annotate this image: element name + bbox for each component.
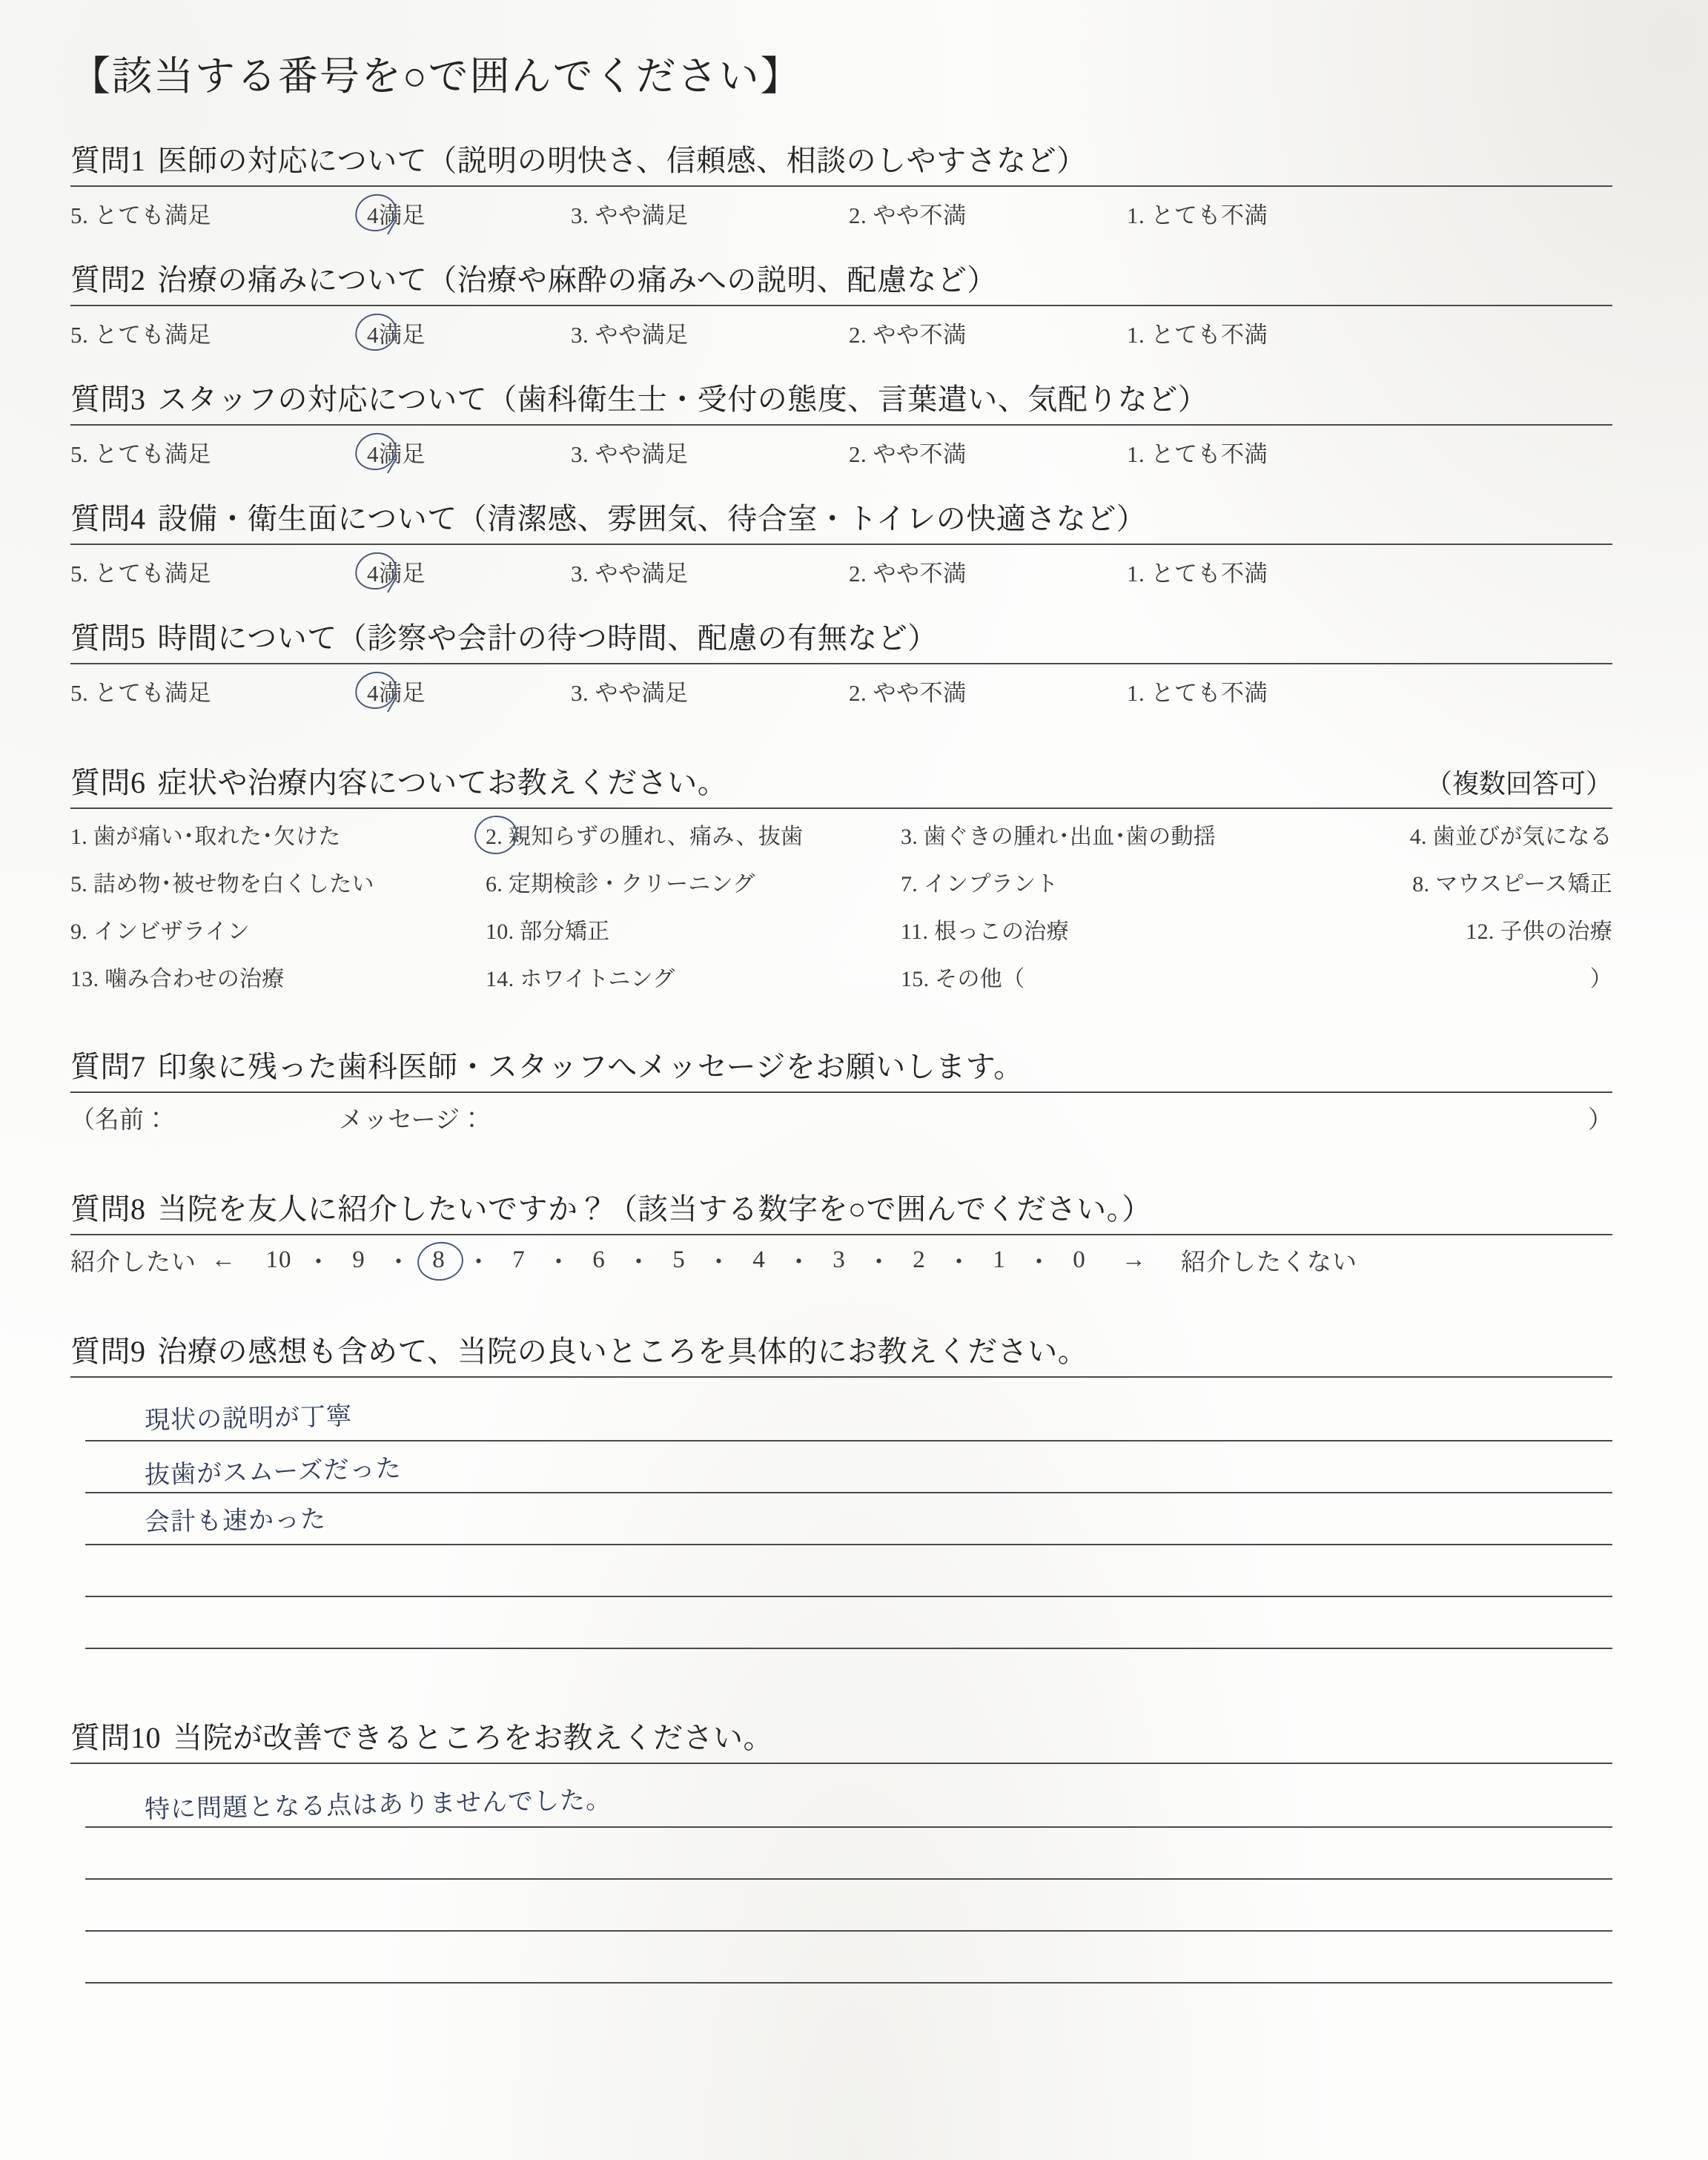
q10-line-1[interactable] [85,1776,1612,1828]
q4-option-2[interactable]: 2. やや不満 [849,560,967,587]
question-3-number: 質問3 [70,383,146,416]
q9-handwriting-2: 抜歯がスムーズだった [144,1453,403,1490]
question-2-text: 治療の痛みについて（治療や麻酔の痛みへの説明、配慮など） [157,263,997,297]
q10-line-4[interactable] [85,1932,1612,1984]
q6-option-2-circle: 2. [486,825,503,849]
q3-option-3[interactable]: 3. やや満足 [571,440,689,467]
page-title: 【該当する番号を○で囲んでください】 [70,54,802,99]
q5-option-2[interactable]: 2. やや不満 [849,679,967,706]
question-6-note: （複数回答可） [1425,769,1612,799]
question-10-text: 当院が改善できるところをお教えください。 [173,1721,773,1754]
question-6-heading [70,759,1612,802]
question-3-heading [70,376,1635,418]
q8-left-arrow: ← [211,1246,236,1273]
q5-option-4-circle: 4 [367,679,379,706]
question-9-text: 治療の感想も含めて、当院の良いところを具体的にお教えください。 [157,1335,1088,1368]
question-block-6 [70,759,1635,993]
q1-option-3[interactable]: 3. やや満足 [571,202,689,228]
question-block-5 [70,615,1635,709]
q8-sep-10: ・ [1027,1249,1052,1276]
q6-option-11[interactable]: 11. 根っこの治療 [901,919,1069,944]
q6-option-2-label: 親知らずの腫れ、痛み、抜歯 [508,825,804,849]
q1-option-1[interactable]: 1. とても不満 [1127,202,1268,228]
question-1-heading [70,137,1635,179]
q4-option-4-circle: 4 [367,560,379,587]
q5-option-1[interactable]: 1. とても不満 [1127,679,1268,706]
q9-line-2[interactable] [85,1441,1612,1493]
question-1-scale [70,194,1635,231]
question-8-heading [70,1186,1635,1228]
question-6-rule [70,807,1612,809]
q8-right-label: 紹介したくない [1181,1249,1357,1276]
q4-option-5[interactable]: 5. とても満足 [70,560,211,587]
q6-option-6[interactable]: 6. 定期検診・クリーニング [486,872,755,896]
q2-option-1[interactable]: 1. とても不満 [1127,321,1268,348]
q8-number-1[interactable]: 1 [993,1246,1006,1273]
q9-line-3[interactable] [85,1493,1612,1545]
q5-option-4-label: 満足 [379,679,426,706]
question-8-text: 当院を友人に紹介したいですか？（該当する数字を○で囲んでください。） [157,1192,1152,1226]
q8-sep-6: ・ [706,1249,732,1276]
q5-option-5[interactable]: 5. とても満足 [70,679,211,706]
question-block-1 [70,137,1635,231]
q5-option-4[interactable] [367,674,571,707]
question-2-rule [70,305,1612,306]
q2-option-3[interactable]: 3. やや満足 [571,321,689,348]
question-5-text: 時間について（診察や会計の待つ時間、配慮の有無など） [157,621,938,655]
q8-number-8[interactable] [411,1246,466,1274]
question-7-text: 印象に残った歯科医師・スタッフへメッセージをお願いします。 [157,1050,1024,1083]
q3-option-1[interactable]: 1. とても不満 [1127,440,1268,467]
question-block-8 [70,1186,1635,1278]
q9-handwriting-3: 会計も速かった [144,1504,327,1538]
question-4-scale [70,552,1635,589]
q8-number-9[interactable]: 9 [352,1246,365,1273]
q8-number-4[interactable]: 4 [752,1246,766,1273]
question-block-10 [70,1714,1635,1984]
q6-option-2[interactable] [486,818,901,851]
q4-option-3[interactable]: 3. やや満足 [571,560,689,587]
question-2-number: 質問2 [70,263,146,297]
question-10-answer-area [70,1776,1635,1984]
q6-option-13[interactable]: 13. 噛み合わせの治療 [70,967,285,991]
q3-option-4-circle: 4 [367,440,379,467]
question-3-scale [70,433,1635,470]
q9-line-1[interactable] [85,1390,1612,1441]
q8-sep-1: ・ [306,1249,331,1276]
q7-close-paren: ） [1588,1107,1612,1134]
q6-option-4[interactable]: 4. 歯並びが気になる [1409,825,1612,849]
q2-option-4[interactable] [367,316,571,349]
q8-right-arrow: → [1122,1246,1147,1273]
q2-option-4-circle: 4 [367,321,379,348]
q2-option-2[interactable]: 2. やや不満 [849,321,967,348]
q4-option-4[interactable] [367,555,571,588]
q8-sep-8: ・ [867,1249,892,1276]
question-3-rule [70,424,1612,426]
q2-option-5[interactable]: 5. とても満足 [70,321,211,348]
q6-option-9[interactable]: 9. インビザライン [70,919,251,944]
q3-option-4[interactable] [367,435,571,469]
question-6-number: 質問6 [70,766,146,799]
question-6-text: 症状や治療内容についてお教えください。 [157,766,728,799]
survey-content [70,44,1635,2009]
q6-option-15-close: ） [1589,967,1612,991]
q5-option-3[interactable]: 3. やや満足 [571,679,689,706]
q6-option-12[interactable]: 12. 子供の治療 [1466,919,1612,944]
question-9-heading [70,1328,1635,1370]
question-6-options [70,818,1635,993]
q3-option-5[interactable]: 5. とても満足 [70,440,211,467]
question-1-text: 医師の対応について（説明の明快さ、信頼感、相談のしやすさなど） [157,144,1087,177]
q8-sep-7: ・ [787,1249,812,1276]
question-4-rule [70,544,1612,545]
question-3-text: スタッフの対応について（歯科衛生士・受付の態度、言葉遣い、気配りなど） [157,383,1208,416]
q8-number-10[interactable]: 10 [265,1246,292,1273]
q3-option-4-label: 満足 [379,440,426,467]
q8-number-8-circle: 8 [432,1246,446,1273]
q7-message-label: メッセージ： [339,1107,485,1134]
q1-option-2[interactable]: 2. やや不満 [849,202,967,228]
question-7-heading [70,1043,1635,1086]
q6-option-8[interactable]: 8. マウスピース矯正 [1412,872,1612,896]
question-block-4 [70,495,1635,589]
q10-handwriting-1: 特に問題となる点はありませんでした。 [144,1785,612,1825]
q6-option-14[interactable]: 14. ホワイトニング [486,967,675,991]
q10-line-3[interactable] [85,1880,1612,1932]
q1-option-4-label: 満足 [379,202,426,228]
question-1-number: 質問1 [70,144,146,177]
question-5-rule [70,663,1612,664]
q8-left-label: 紹介したい [70,1249,196,1276]
q8-number-list [251,1243,1107,1278]
question-5-number: 質問5 [70,621,146,655]
q6-option-15[interactable]: 15. その他（ [901,967,1025,991]
q6-option-10[interactable]: 10. 部分矯正 [486,919,610,944]
q1-option-5[interactable]: 5. とても満足 [70,202,211,228]
q8-number-2[interactable]: 2 [913,1246,926,1273]
q8-sep-2: ・ [386,1249,411,1276]
q6-option-7[interactable]: 7. インプラント [901,872,1059,896]
question-2-scale [70,314,1635,351]
question-10-number: 質問10 [70,1721,161,1754]
question-5-scale [70,672,1635,709]
question-9-answer-area [70,1390,1635,1649]
q8-sep-5: ・ [626,1249,652,1276]
q6-option-3[interactable]: 3. 歯ぐきの腫れ･出血･歯の動揺 [901,825,1217,849]
q8-sep-3: ・ [466,1249,491,1276]
q4-option-1[interactable]: 1. とても不満 [1127,560,1268,587]
question-8-scale [70,1243,1612,1278]
q8-sep-9: ・ [947,1249,972,1276]
q6-option-5[interactable]: 5. 詰め物･被せ物を白くしたい [70,872,374,896]
q8-number-3[interactable]: 3 [833,1246,846,1273]
question-block-2 [70,257,1635,351]
question-9-number: 質問9 [70,1335,146,1368]
question-8-rule [70,1234,1612,1235]
question-block-3 [70,376,1635,470]
question-block-7 [70,1043,1635,1135]
q9-line-5[interactable] [85,1597,1612,1649]
question-1-rule [70,185,1612,187]
question-7-rule [70,1091,1612,1093]
question-8-number: 質問8 [70,1192,146,1226]
question-9-rule [70,1376,1612,1378]
q1-option-4[interactable] [367,196,571,230]
question-10-heading [70,1714,1635,1757]
q4-option-4-label: 満足 [379,560,426,587]
q8-number-5[interactable]: 5 [672,1246,686,1273]
question-7-number: 質問7 [70,1050,146,1083]
question-2-heading [70,257,1635,299]
question-4-number: 質問4 [70,502,146,535]
q2-option-4-label: 満足 [379,321,426,348]
q9-line-4[interactable] [85,1545,1612,1597]
question-4-text: 設備・衛生面について（清潔感、雰囲気、待合室・トイレの快適さなど） [157,502,1147,535]
question-block-9 [70,1328,1635,1649]
q7-name-label: （名前： [70,1107,168,1134]
q8-number-0[interactable]: 0 [1073,1246,1086,1273]
question-10-rule [70,1763,1612,1764]
q8-sep-4: ・ [546,1249,572,1276]
q6-option-1[interactable]: 1. 歯が痛い･取れた･欠けた [70,825,341,849]
q1-option-4-circle: 4 [367,202,379,228]
question-7-answer-row [70,1100,1612,1135]
question-5-heading [70,615,1635,657]
question-4-heading [70,495,1635,538]
q10-line-2[interactable] [85,1828,1612,1880]
q9-handwriting-1: 現状の説明が丁寧 [144,1401,353,1436]
q8-number-7[interactable]: 7 [512,1246,526,1273]
q3-option-2[interactable]: 2. やや不満 [849,440,967,467]
q8-number-6[interactable]: 6 [592,1246,606,1273]
